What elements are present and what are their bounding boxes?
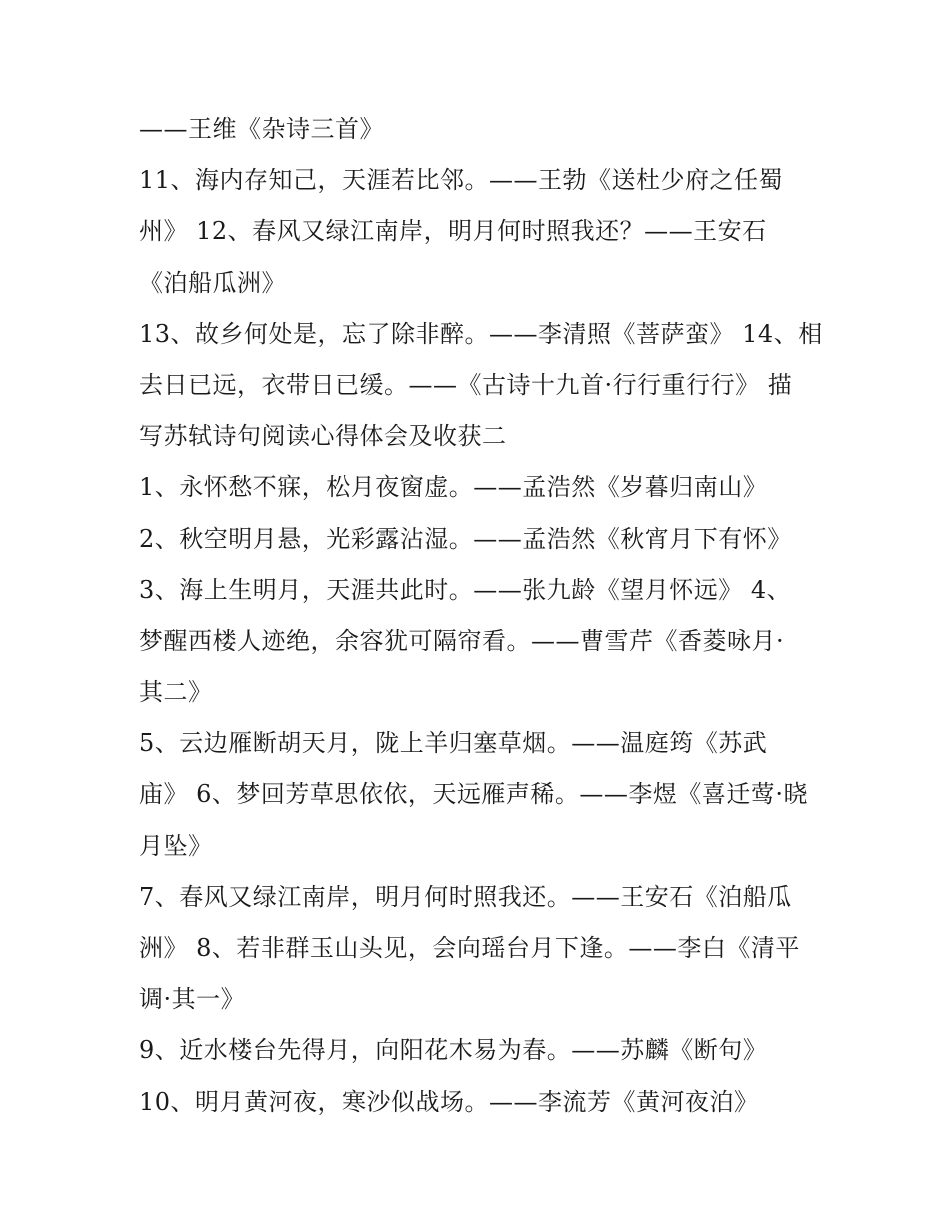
text-line: 洲》 8、若非群玉山头见，会向瑶台月下逢。——李白《清平: [139, 934, 800, 962]
text-line: 梦醒西楼人迹绝，余容犹可隔帘看。——曹雪芹《香菱咏月·: [139, 626, 785, 655]
section-heading: 写苏轼诗句阅读心得体会及收获二: [139, 422, 507, 451]
text-line: 7、春风又绿江南岸，明月何时照我还。——王安石《泊船瓜: [139, 882, 792, 911]
text-line: 3、海上生明月，天涯共此时。——张九龄《望月怀远》 4、: [139, 575, 792, 604]
text-line: 调·其一》: [139, 985, 246, 1014]
text-line: 1、永怀愁不寐，松月夜窗虚。——孟浩然《岁暮归南山》: [139, 473, 768, 502]
text-line: 月坠》: [139, 831, 213, 860]
text-line: 13、故乡何处是，忘了除非醉。——李清照《菩萨蛮》 14、相: [139, 319, 823, 348]
text-line: 其二》: [139, 678, 213, 707]
text-line: 《泊船瓜洲》: [139, 268, 286, 297]
text-line: ——王维《杂诗三首》: [139, 115, 384, 143]
text-line: 2、秋空明月悬，光彩露沾湿。——孟浩然《秋宵月下有怀》: [139, 524, 792, 553]
text-line: 9、近水楼台先得月，向阳花木易为春。——苏麟《断句》: [139, 1036, 768, 1065]
text-line: 10、明月黄河夜，寒沙似战场。——李流芳《黄河夜泊》: [139, 1087, 759, 1116]
text-line: 去日已远，衣带日已缓。——《古诗十九首·行行重行行》 描: [139, 370, 793, 399]
document-body: [139, 104, 823, 1128]
text-line: 庙》 6、梦回芳草思依依，天远雁声稀。——李煜《喜迁莺·晓: [139, 780, 809, 809]
text-line: 州》 12、春风又绿江南岸，明月何时照我还？——王安石: [139, 217, 767, 246]
text-line: 11、海内存知己，天涯若比邻。——王勃《送杜少府之任蜀: [139, 166, 784, 195]
text-line: 5、云边雁断胡天月，陇上羊归塞草烟。——温庭筠《苏武: [139, 729, 768, 758]
